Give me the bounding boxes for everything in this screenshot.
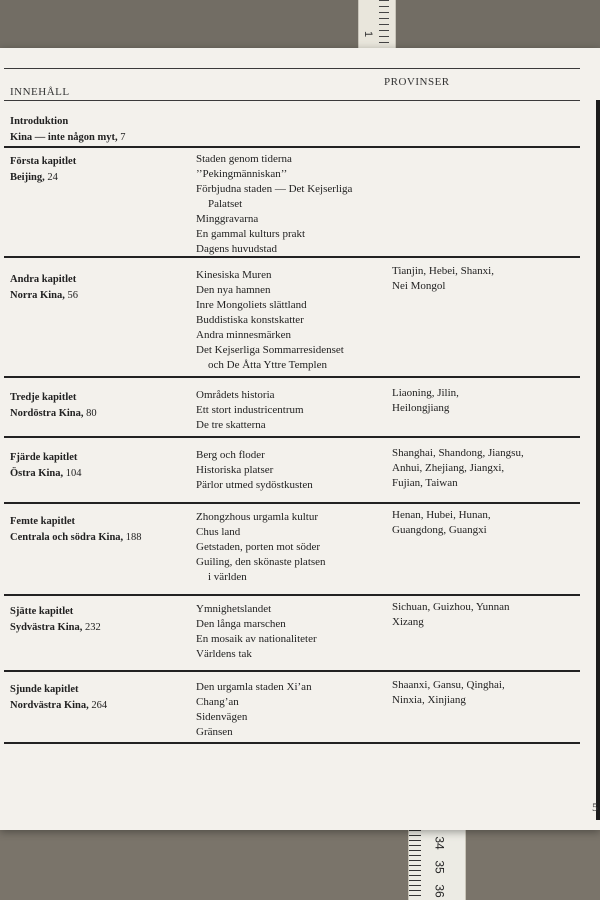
- chapter-1-topics: [196, 152, 386, 257]
- section-chapter-4: [10, 450, 190, 482]
- section-chapter-5: [10, 514, 190, 546]
- topic-item: Den nya hamnen: [196, 284, 271, 296]
- topic-item: Gränsen: [196, 726, 233, 738]
- topic-item: Pärlor utmed sydöstkusten: [196, 479, 313, 491]
- province-line: Henan, Hubei, Hunan,: [392, 509, 491, 521]
- book-page: [0, 48, 600, 830]
- header-rule-bottom: [4, 100, 580, 101]
- section-label: Femte kapitlet: [10, 516, 76, 527]
- topic-item: Berg och floder: [196, 449, 265, 461]
- section-title: Östra Kina, 104: [10, 468, 82, 479]
- chapter-2-provinces: [392, 264, 572, 294]
- province-line: Heilongjiang: [392, 402, 450, 414]
- topic-item: Chang’an: [196, 696, 239, 708]
- ruler-bottom: [408, 830, 466, 900]
- topic-item: Ymnighetslandet: [196, 603, 272, 615]
- section-label: Tredje kapitlet: [10, 392, 77, 403]
- province-line: Fujian, Taiwan: [392, 477, 458, 489]
- topic-item: Världens tak: [196, 648, 252, 660]
- section-page: 80: [86, 408, 97, 419]
- ruler-mark: 35: [432, 860, 447, 874]
- topic-item: En gammal kulturs prakt: [196, 228, 306, 240]
- section-title: Sydvästra Kina, 232: [10, 622, 101, 633]
- section-page: 188: [125, 532, 142, 543]
- chapter-7-provinces: [392, 678, 572, 708]
- section-page: 24: [47, 172, 58, 183]
- page-edge: [596, 100, 600, 820]
- topic-item: Ett stort industricentrum: [196, 404, 304, 416]
- section-page: 104: [65, 468, 82, 479]
- section-title: Beijing, 24: [10, 172, 58, 183]
- section-page: 7: [120, 132, 126, 143]
- topic-item: Inre Mongoliets slättland: [196, 299, 307, 311]
- province-line: Sichuan, Guizhou, Yunnan: [392, 601, 510, 613]
- province-line: Nei Mongol: [392, 280, 446, 292]
- topic-item: Den långa marschen: [196, 618, 286, 630]
- topic-item: Chus land: [196, 526, 241, 538]
- topic-item: och De Åtta Yttre Templen: [208, 359, 327, 371]
- section-chapter-7: [10, 682, 190, 714]
- province-line: Shanghai, Shandong, Jiangsu,: [392, 447, 524, 459]
- topic-item: Historiska platser: [196, 464, 274, 476]
- ruler-mark: 36: [432, 884, 447, 898]
- province-line: Xizang: [392, 616, 424, 628]
- topic-item: Staden genom tiderna: [196, 153, 292, 165]
- section-divider: [4, 594, 580, 596]
- topic-item: i världen: [208, 571, 247, 583]
- chapter-5-provinces: [392, 508, 572, 538]
- section-divider: [4, 146, 580, 148]
- topic-item: Palatset: [208, 198, 243, 210]
- section-divider: [4, 670, 580, 672]
- chapter-4-provinces: [392, 446, 572, 491]
- topic-item: Förbjudna staden — Det Kejserliga: [196, 183, 353, 195]
- topic-item: Sidenvägen: [196, 711, 248, 723]
- province-line: Anhui, Zhejiang, Jiangxi,: [392, 462, 505, 474]
- section-chapter-2: [10, 272, 190, 304]
- background-bottom: [0, 830, 600, 900]
- province-line: Shaanxi, Gansu, Qinghai,: [392, 679, 505, 691]
- chapter-5-topics: [196, 510, 386, 585]
- section-title: Kina — inte någon myt, 7: [10, 132, 126, 143]
- section-chapter-1: [10, 154, 190, 186]
- section-divider: [4, 376, 580, 378]
- provinces-header: PROVINSER: [384, 76, 450, 88]
- province-line: Liaoning, Jilin,: [392, 387, 459, 399]
- ruler-top-mark: 1: [362, 30, 375, 38]
- section-title: Nordöstra Kina, 80: [10, 408, 97, 419]
- section-label: Sjätte kapitlet: [10, 606, 74, 617]
- chapter-6-provinces: [392, 600, 572, 630]
- ruler-mark: 34: [432, 836, 447, 850]
- topic-item: Den urgamla staden Xi’an: [196, 681, 312, 693]
- section-chapter-3: [10, 390, 190, 422]
- page-number: 5: [592, 800, 598, 814]
- section-chapter-6: [10, 604, 190, 636]
- section-divider: [4, 436, 580, 438]
- province-line: Guangdong, Guangxi: [392, 524, 487, 536]
- province-line: Tianjin, Hebei, Shanxi,: [392, 265, 494, 277]
- topic-item: Guiling, den skönaste platsen: [196, 556, 326, 568]
- section-divider: [4, 502, 580, 504]
- section-title: Norra Kina, 56: [10, 290, 78, 301]
- chapter-4-topics: [196, 448, 386, 493]
- chapter-2-topics: [196, 268, 386, 373]
- section-page: 264: [91, 700, 108, 711]
- chapter-6-topics: [196, 602, 386, 662]
- topic-item: Getstaden, porten mot söder: [196, 541, 321, 553]
- contents-header: INNEHÅLL: [10, 86, 70, 98]
- header-rule-top: [4, 68, 580, 69]
- topic-item: Dagens huvudstad: [196, 243, 277, 255]
- section-introduction: [10, 114, 190, 146]
- section-page: 232: [84, 622, 101, 633]
- chapter-7-topics: [196, 680, 386, 740]
- section-label: Andra kapitlet: [10, 274, 77, 285]
- topic-item: Buddistiska konstskatter: [196, 314, 304, 326]
- topic-item: Minggravarna: [196, 213, 259, 225]
- topic-item: De tre skatterna: [196, 419, 266, 431]
- topic-item: En mosaik av nationaliteter: [196, 633, 317, 645]
- section-label: Sjunde kapitlet: [10, 684, 79, 695]
- section-title: Nordvästra Kina, 264: [10, 700, 108, 711]
- topic-item: Kinesiska Muren: [196, 269, 272, 281]
- topic-item: ’’Pekingmänniskan’’: [196, 168, 288, 180]
- section-page: 56: [67, 290, 78, 301]
- chapter-3-provinces: [392, 386, 572, 416]
- chapter-3-topics: [196, 388, 386, 433]
- section-label: Introduktion: [10, 116, 69, 127]
- section-divider: [4, 256, 580, 258]
- section-title: Centrala och södra Kina, 188: [10, 532, 142, 543]
- topic-item: Det Kejserliga Sommarresidenset: [196, 344, 344, 356]
- section-divider: [4, 742, 580, 744]
- topic-item: Områdets historia: [196, 389, 275, 401]
- section-label: Fjärde kapitlet: [10, 452, 78, 463]
- province-line: Ninxia, Xinjiang: [392, 694, 466, 706]
- topic-item: Zhongzhous urgamla kultur: [196, 511, 318, 523]
- section-label: Första kapitlet: [10, 156, 77, 167]
- topic-item: Andra minnesmärken: [196, 329, 291, 341]
